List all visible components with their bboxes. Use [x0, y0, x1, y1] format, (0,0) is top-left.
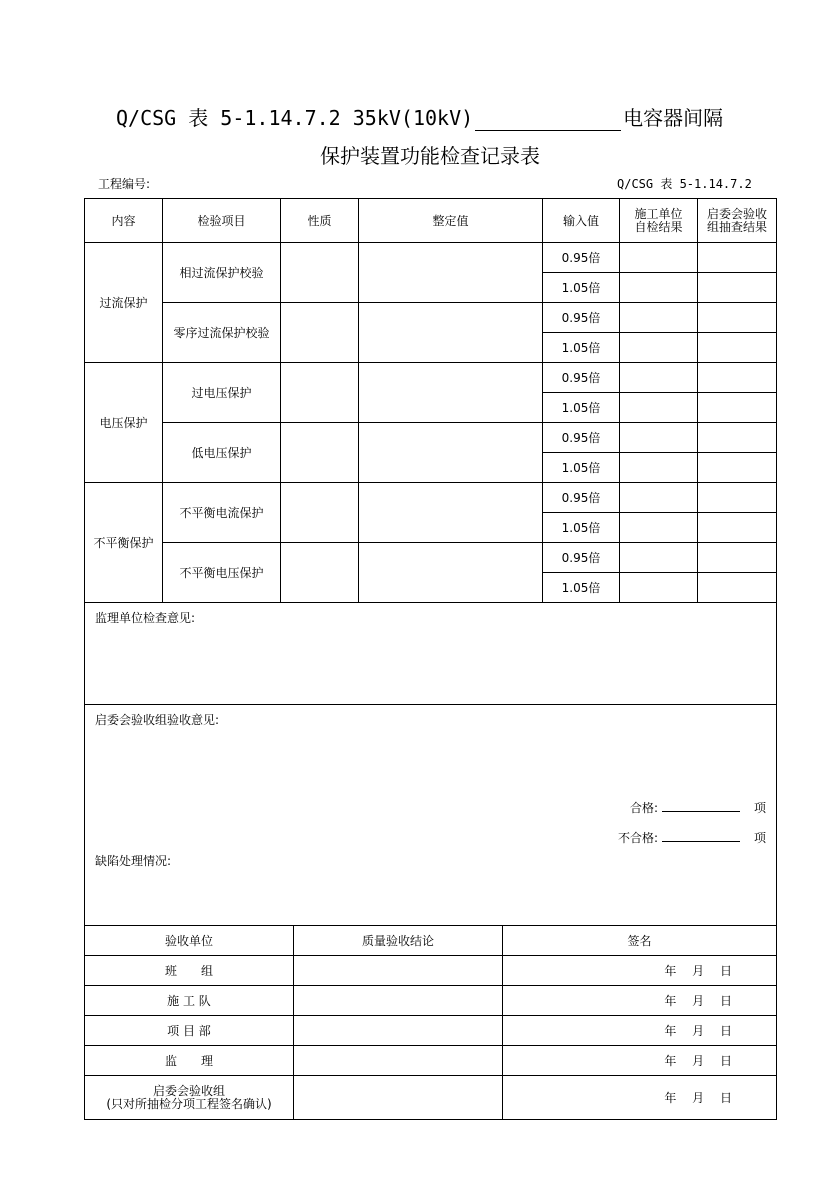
pass-count: 合格: 项 [629, 801, 766, 815]
item-label: 不平衡电流保护 [163, 483, 281, 543]
header-setting: 整定值 [359, 199, 543, 243]
signature-date[interactable]: 年 月 日 [503, 1016, 777, 1046]
spot-check-field[interactable] [698, 423, 777, 453]
self-check-field[interactable] [620, 453, 698, 483]
setting-field[interactable] [359, 363, 543, 423]
spot-check-field[interactable] [698, 483, 777, 513]
title-suffix: 电容器间隔 [623, 106, 724, 130]
conclusion-field[interactable] [294, 956, 503, 986]
input-value: 0.95倍 [543, 483, 620, 513]
signature-date[interactable]: 年 月 日 [503, 1076, 777, 1120]
setting-field[interactable] [359, 483, 543, 543]
header-item: 检验项目 [163, 199, 281, 243]
sign-header-conclusion: 质量验收结论 [294, 926, 503, 956]
item-label: 过电压保护 [163, 363, 281, 423]
conclusion-field[interactable] [294, 986, 503, 1016]
input-value: 0.95倍 [543, 243, 620, 273]
spot-check-field[interactable] [698, 333, 777, 363]
unit-label: 施 工 队 [85, 986, 294, 1016]
self-check-field[interactable] [620, 393, 698, 423]
sign-header-unit: 验收单位 [85, 926, 294, 956]
table-row [85, 243, 777, 273]
nature-field[interactable] [281, 243, 359, 303]
sign-row-committee [85, 1076, 777, 1120]
title-line-2: 保护装置功能检查记录表 [320, 144, 540, 168]
sign-header-signature: 签名 [503, 926, 777, 956]
committee-unit: 启委会验收组 (只对所抽检分项工程签名确认) [85, 1076, 294, 1120]
sign-table [84, 925, 777, 1120]
header-row [85, 199, 777, 243]
self-check-field[interactable] [620, 273, 698, 303]
item-label: 零序过流保护校验 [163, 303, 281, 363]
header-nature: 性质 [281, 199, 359, 243]
spot-check-field[interactable] [698, 243, 777, 273]
conclusion-field[interactable] [294, 1076, 503, 1120]
self-check-field[interactable] [620, 543, 698, 573]
fail-count-field[interactable] [662, 841, 740, 842]
spot-check-field[interactable] [698, 513, 777, 543]
defect-label: 缺陷处理情况: [95, 854, 172, 868]
nature-field[interactable] [281, 423, 359, 483]
spot-check-field[interactable] [698, 303, 777, 333]
self-check-field[interactable] [620, 483, 698, 513]
spot-check-field[interactable] [698, 393, 777, 423]
self-check-field[interactable] [620, 423, 698, 453]
signature-date[interactable]: 年 月 日 [503, 1046, 777, 1076]
fail-count: 不合格: 项 [617, 831, 766, 845]
input-value: 1.05倍 [543, 573, 620, 603]
nature-field[interactable] [281, 303, 359, 363]
spot-check-field[interactable] [698, 453, 777, 483]
conclusion-field[interactable] [294, 1046, 503, 1076]
unit-label: 项 目 部 [85, 1016, 294, 1046]
table-row [85, 363, 777, 393]
self-check-field[interactable] [620, 513, 698, 543]
title-prefix: Q/CSG 表 5-1.14.7.2 35kV(10kV) [116, 106, 474, 130]
group-label: 电压保护 [85, 363, 163, 483]
setting-field[interactable] [359, 543, 543, 603]
input-value: 0.95倍 [543, 363, 620, 393]
sign-row [85, 986, 777, 1016]
sign-row [85, 1046, 777, 1076]
header-self-check: 施工单位自检结果 [620, 199, 698, 243]
nature-field[interactable] [281, 543, 359, 603]
input-value: 0.95倍 [543, 423, 620, 453]
inspection-table [84, 198, 777, 926]
supervisor-opinion-label: 监理单位检查意见: [95, 611, 196, 625]
nature-field[interactable] [281, 483, 359, 543]
spot-check-field[interactable] [698, 543, 777, 573]
conclusion-field[interactable] [294, 1016, 503, 1046]
input-value: 1.05倍 [543, 453, 620, 483]
self-check-field[interactable] [620, 573, 698, 603]
signature-date[interactable]: 年 月 日 [503, 986, 777, 1016]
input-value: 1.05倍 [543, 393, 620, 423]
signature-date[interactable]: 年 月 日 [503, 956, 777, 986]
unit-label: 班 组 [85, 956, 294, 986]
pass-count-field[interactable] [662, 811, 740, 812]
self-check-field[interactable] [620, 333, 698, 363]
sign-row [85, 956, 777, 986]
sign-row [85, 1016, 777, 1046]
spot-check-field[interactable] [698, 363, 777, 393]
supervisor-section [85, 603, 777, 705]
setting-field[interactable] [359, 243, 543, 303]
input-value: 1.05倍 [543, 513, 620, 543]
table-row [85, 423, 777, 453]
input-value: 1.05倍 [543, 333, 620, 363]
nature-field[interactable] [281, 363, 359, 423]
sign-header-row [85, 926, 777, 956]
committee-opinion-field[interactable] [85, 705, 777, 926]
committee-opinion-label: 启委会验收组验收意见: [95, 713, 220, 727]
header-spot-check: 启委会验收组抽查结果 [698, 199, 777, 243]
spot-check-field[interactable] [698, 573, 777, 603]
table-row [85, 303, 777, 333]
input-value: 0.95倍 [543, 303, 620, 333]
supervisor-opinion-field[interactable] [85, 603, 777, 705]
form-code: Q/CSG 表 5-1.14.7.2 [617, 177, 752, 191]
item-label: 低电压保护 [163, 423, 281, 483]
self-check-field[interactable] [620, 363, 698, 393]
item-label: 不平衡电压保护 [163, 543, 281, 603]
project-no-label: 工程编号: [98, 177, 151, 191]
header-content: 内容 [85, 199, 163, 243]
group-label: 过流保护 [85, 243, 163, 363]
self-check-field[interactable] [620, 243, 698, 273]
title-blank [475, 104, 621, 131]
setting-field[interactable] [359, 303, 543, 363]
group-label: 不平衡保护 [85, 483, 163, 603]
unit-label: 监 理 [85, 1046, 294, 1076]
setting-field[interactable] [359, 423, 543, 483]
table-row [85, 543, 777, 573]
input-value: 1.05倍 [543, 273, 620, 303]
input-value: 0.95倍 [543, 543, 620, 573]
header-input: 输入值 [543, 199, 620, 243]
table-row [85, 483, 777, 513]
title-line-1 [116, 102, 723, 131]
self-check-field[interactable] [620, 303, 698, 333]
committee-section [85, 705, 777, 926]
spot-check-field[interactable] [698, 273, 777, 303]
item-label: 相过流保护校验 [163, 243, 281, 303]
